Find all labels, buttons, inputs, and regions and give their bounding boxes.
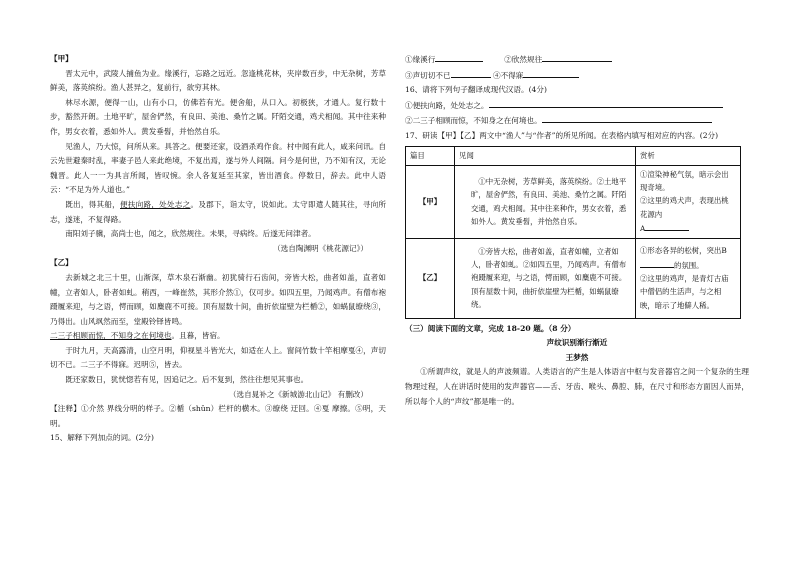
jia-paragraph-2: 林尽水源，便得一山，山有小口，仿佛若有光。便舍船，从口入。初极狭，才通人。复行数十步，豁然开朗。土地平旷，屋舍俨然，有良田、美池、桑竹之属。阡陌交通，鸡犬相闻。其中往来种作，男女衣着，悉如外人。黄发垂髫，并怡然自乐。 xyxy=(50,97,386,136)
table-header: 赏析 xyxy=(636,146,741,165)
analysis-2: ②这里的鸡犬声，表现出桃花源内 xyxy=(640,196,729,219)
analysis-1: ①形态各异的松树，突出B的氛围。 xyxy=(640,246,727,270)
jia-paragraph-4: 既出，得其船，便扶向路，处处志之。及郡下，诣太守，说如此。太守即遣人随其往，寻向所志，遂迷，不复得路。 xyxy=(50,199,387,224)
row-tag: 【乙】 xyxy=(406,238,455,318)
underlined-sentence: 二三子相顾而惊，不知身之在何境也 xyxy=(50,331,172,341)
analysis-1: ①渲染神秘气氛，暗示会出现奇境。 xyxy=(640,169,729,192)
comparison-table xyxy=(405,146,741,319)
q15-items-row-1: ①缘溪行 ②欣然规往 xyxy=(405,52,749,68)
analysis-cell xyxy=(636,238,741,318)
jia-paragraph-5: 南阳刘子骥，高尚士也，闻之，欣然规往。未果，寻病终。后遂无问津者。 xyxy=(65,229,316,239)
answer-blank[interactable] xyxy=(523,68,579,78)
yi-paragraph-2: 二三子相顾而惊，不知身之在何境也。且暮，皆宿。 xyxy=(50,331,225,341)
yi-source: （选自晁补之《新城游北山记》 有删改） xyxy=(228,389,368,399)
analysis-cell xyxy=(636,165,741,238)
jia-source: （选自陶渊明《桃花源记》） xyxy=(273,243,368,253)
answer-line[interactable] xyxy=(489,98,723,108)
annotations: 【注释】①介然 界线分明的样子。②楯（shǔn）栏杆的横木。③缭绕 迂回。④戛 摩擦。⑤明，天明。 xyxy=(50,404,386,428)
right-column xyxy=(405,52,749,409)
question-15: 15、解释下列加点的词。(2分) xyxy=(50,433,154,443)
table-row xyxy=(406,238,741,318)
table-header: 篇目 xyxy=(406,146,455,165)
q16-item-1: ①便扶向路，处处志之。 xyxy=(405,98,749,114)
article-author: 王梦然 xyxy=(565,352,589,362)
yi-paragraph-3: 于时九月，天高露清，山空月明，仰视星斗皆光大，如适在人上。窗间竹数十竿相摩戛④，声切切不已。二三子不得寐。迟明⑤，皆去。 xyxy=(50,345,386,370)
q16-item-2: ②二三子相顾而惊，不知身之在何境也。 xyxy=(405,113,749,129)
underlined-sentence: 便扶向路，处处志之 xyxy=(120,199,191,209)
answer-a[interactable]: A xyxy=(640,221,736,235)
jia-paragraph-3: 见渔人，乃大惊，问所从来。具答之。便要还家，设酒杀鸡作食。村中闻有此人，咸来问讯。自云先世避秦时乱，率妻子邑人来此绝境，不复出焉，遂与外人间隔。问今是何世，乃不知有汉，无论魏晋。此人一一为具言所闻，皆叹惋。余人各复延至其家，皆出酒食。停数日，辞去。此中人语云：“不足为外人道也。” xyxy=(50,141,386,195)
answer-blank[interactable] xyxy=(435,52,483,62)
article-paragraph-1: ①所谓声纹，就是人的声波频谱。人类语言的产生是人体语言中枢与发音器官之间一个复杂的生理物理过程，人在讲话时使用的发声器官——舌、牙齿、喉头、鼻腔、肺，在尺寸和形态方面因人而异，所以每个人的“声纹”都是唯一的。 xyxy=(405,367,749,406)
answer-blank[interactable] xyxy=(542,52,612,62)
answer-b: B xyxy=(721,246,727,256)
seen-text: ①中无杂树，芳草鲜美，落英缤纷。②土地平旷，屋舍俨然，有良田、美池、桑竹之属。阡陌交通，鸡犬相闻。其中往来种作，男女衣着，悉如外人。黄发垂髫，并怡然自乐。 xyxy=(455,165,636,238)
section-yi-heading: 【乙】 xyxy=(50,258,73,268)
table-header: 见闻 xyxy=(455,146,636,165)
jia-paragraph-1: 晋太元中，武陵人捕鱼为业。缘溪行，忘路之远近。忽逢桃花林，夹岸数百步，中无杂树，芳草鲜美，落英缤纷。渔人甚异之，复前行，欲穷其林。 xyxy=(50,68,386,93)
row-tag: 【甲】 xyxy=(406,165,455,238)
yi-paragraph-4: 既还家数日，犹恍惚若有见，因追记之。后不复到，然往往想见其事也。 xyxy=(65,375,309,385)
q15-items-row-2: ③声切切不已 ④不得寐 xyxy=(405,68,749,84)
section-3-heading: （三）阅读下面的文章，完成 18-20 题。（8 分） xyxy=(405,323,576,333)
seen-text: ①旁皆大松，曲者如盖，直者如幢，立者如人，卧者如虬。②如四五里，乃闻鸡声。有僧布袍蹑履来迎，与之语，愕而顾，如麋鹿不可接。顶有屋数十间，曲折依崖壁为栏楯，如蜗鼠缭绕。 xyxy=(455,238,636,318)
section-jia-heading: 【甲】 xyxy=(50,54,73,63)
answer-blank[interactable] xyxy=(640,258,674,268)
table-row xyxy=(406,165,741,238)
article-title: 声纹识别渐行渐近 xyxy=(546,338,608,348)
left-column xyxy=(50,52,386,446)
analysis-2: ②这里的鸡声，是青灯古庙中僧侣的生活声，与之相映，暗示了地僻人稀。 xyxy=(640,273,729,310)
table-header-row xyxy=(406,146,741,165)
question-17: 17、研读【甲】【乙】两文中“渔人”与“作者”的所见所闻。在表格内填写相对应的内容。(2分) xyxy=(405,130,719,140)
yi-paragraph-1: 去新城之北三十里，山渐深，草木泉石渐幽。初犹骑行石齿间，旁皆大松，曲者如盖，直者如幢，立者如人，卧者如虬。稍西，一峰崔然，其形介然①，仅可步。如四五里，乃闻鸡声。有僧布袍蹑履来迎，与之语，愕而顾，如麋鹿不可接。顶有屋数十间，曲折依崖壁为栏楯②，如蜗鼠缭绕③，乃得出。山风飒然而至，堂殿铃铎皆鸣。 xyxy=(50,272,386,326)
question-16: 16、请将下列句子翻译成现代汉语。(4分) xyxy=(405,85,547,95)
answer-blank[interactable] xyxy=(451,68,491,78)
answer-line[interactable] xyxy=(542,113,712,123)
